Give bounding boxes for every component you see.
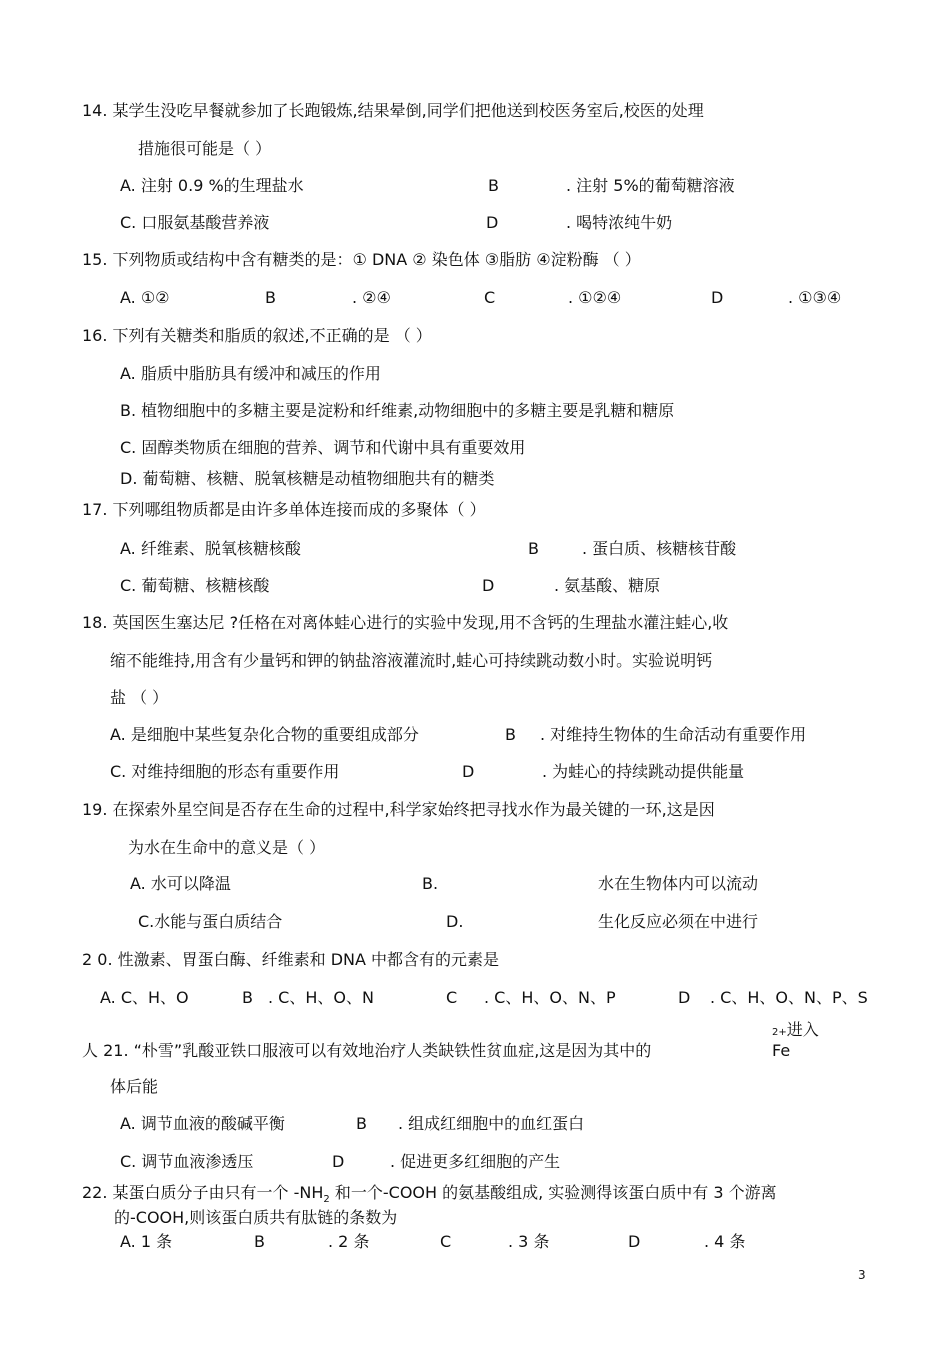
q21-option-a: A. 调节血液的酸碱平衡 [120,1114,285,1133]
q14-option-d-text: . 喝特浓纯牛奶 [566,213,673,232]
q17-option-d-letter: D [482,576,495,595]
q15-option-b-letter: B [265,288,276,307]
q17-option-c: C. 葡萄糖、核糖核酸 [120,576,270,595]
q21-stem-line1: 人 21. “朴雪”乳酸亚铁口服液可以有效地治疗人类缺铁性贫血症,这是因为其中的 [82,1041,652,1060]
q14-option-c: C. 口服氨基酸营养液 [120,213,270,232]
q21-fe-charge: 2+ [772,1027,787,1038]
q14-option-a: A. 注射 0.9 %的生理盐水 [120,176,304,195]
q17-option-d-text: . 氨基酸、糖原 [554,576,661,595]
q18-stem-line3: 盐 （ ） [110,688,169,707]
q22-stem-line2: 的-COOH,则该蛋白质共有肽链的条数为 [114,1208,398,1227]
q19-option-d-letter: D. [446,912,464,931]
q22-option-d-text: . 4 条 [704,1232,746,1251]
q20-option-c-text: . C、H、O、N、P [484,988,616,1007]
q21-option-b-text: . 组成红细胞中的血红蛋白 [398,1114,585,1133]
q18-option-b-text: . 对维持生物体的生命活动有重要作用 [540,725,807,744]
q17-option-b-letter: B [528,539,539,558]
q21-option-b-letter: B [356,1114,367,1133]
q16-stem: 16. 下列有关糖类和脂质的叙述,不正确的是 （ ） [82,326,432,345]
q21-stem-line2: 体后能 [110,1077,159,1096]
q19-option-b-letter: B. [422,874,439,893]
q19-option-c: C.水能与蛋白质结合 [138,912,283,931]
q15-option-d-letter: D [711,288,724,307]
q18-stem-line2: 缩不能维持,用含有少量钙和钾的钠盐溶液灌流时,蛙心可持续跳动数小时。实验说明钙 [110,651,713,670]
q18-option-d-text: . 为蛙心的持续跳动提供能量 [542,762,745,781]
q15-stem: 15. 下列物质或结构中含有糖类的是：① DNA ② 染色体 ③脂肪 ④淀粉酶 （ ） [82,250,641,269]
q22-option-b-letter: B [254,1232,265,1251]
q17-option-a: A. 纤维素、脱氧核糖核酸 [120,539,301,558]
q18-option-d-letter: D [462,762,475,781]
q19-stem-line2: 为水在生命中的意义是（ ） [128,838,326,857]
q22-option-a: A. 1 条 [120,1232,173,1251]
q21-option-d-text: . 促进更多红细胞的产生 [390,1152,561,1171]
q20-option-c-letter: C [446,988,458,1007]
page-number: 3 [858,1268,866,1282]
q22-option-d-letter: D [628,1232,641,1251]
q21-fe-superscript [772,1020,819,1043]
q20-option-d-letter: D [678,988,691,1007]
q18-option-b-letter: B [505,725,516,744]
q14-option-b-letter: B [488,176,499,195]
q16-option-d: D. 葡萄糖、核糖、脱氧核糖是动植物细胞共有的糖类 [120,469,495,488]
q21-enter: 进入 [786,1020,819,1039]
q22-stem-line1 [82,1183,777,1206]
q15-option-c-text: . ①②④ [568,288,622,307]
q22-stem-pre: 22. 某蛋白质分子由只有一个 -NH [82,1183,324,1202]
q14-option-d-letter: D [486,213,499,232]
q19-option-d-text: 生化反应必须在中进行 [598,912,759,931]
q22-subscript: 2 [323,1194,330,1205]
q14-stem-line2: 措施很可能是（ ） [138,139,272,158]
q19-option-a: A. 水可以降温 [130,874,231,893]
q22-option-b-text: . 2 条 [328,1232,370,1251]
q21-option-d-letter: D [332,1152,345,1171]
q18-option-c: C. 对维持细胞的形态有重要作用 [110,762,340,781]
q15-option-b-text: . ②④ [352,288,391,307]
q14-option-b-text: . 注射 5%的葡萄糖溶液 [566,176,735,195]
q20-option-b-text: . C、H、O、N [268,988,374,1007]
q16-option-b: B. 植物细胞中的多糖主要是淀粉和纤维素,动物细胞中的多糖主要是乳糖和糖原 [120,401,675,420]
q21-fe: Fe [772,1041,791,1060]
q22-option-c-text: . 3 条 [508,1232,550,1251]
q20-option-b-letter: B [242,988,253,1007]
q18-stem-line1: 18. 英国医生塞达尼 ?任格在对离体蛙心进行的实验中发现,用不含钙的生理盐水灌注蛙心,收 [82,613,729,632]
q16-option-a: A. 脂质中脂肪具有缓冲和减压的作用 [120,364,381,383]
q17-option-b-text: . 蛋白质、核糖核苷酸 [582,539,737,558]
q15-option-a: A. ①② [120,288,170,307]
q18-option-a: A. 是细胞中某些复杂化合物的重要组成部分 [110,725,419,744]
q20-option-d-text: . C、H、O、N、P、S [710,988,868,1007]
q21-option-c: C. 调节血液渗透压 [120,1152,254,1171]
q14-stem-line1: 14. 某学生没吃早餐就参加了长跑锻炼,结果晕倒,同学们把他送到校医务室后,校医的处理 [82,101,704,120]
q15-option-c-letter: C [484,288,496,307]
q20-option-a: A. C、H、O [100,988,189,1007]
q16-option-c: C. 固醇类物质在细胞的营养、调节和代谢中具有重要效用 [120,438,526,457]
q22-stem-post: 和一个-COOH 的氨基酸组成, 实验测得该蛋白质中有 3 个游离 [329,1183,777,1202]
q20-stem: 2 0. 性激素、胃蛋白酶、纤维素和 DNA 中都含有的元素是 [82,950,500,969]
q17-stem: 17. 下列哪组物质都是由许多单体连接而成的多聚体（ ） [82,500,486,519]
q22-option-c-letter: C [440,1232,452,1251]
q15-option-d-text: . ①③④ [788,288,842,307]
q19-option-b-text: 水在生物体内可以流动 [598,874,759,893]
q19-stem-line1: 19. 在探索外星空间是否存在生命的过程中,科学家始终把寻找水作为最关键的一环,这是因 [82,800,715,819]
